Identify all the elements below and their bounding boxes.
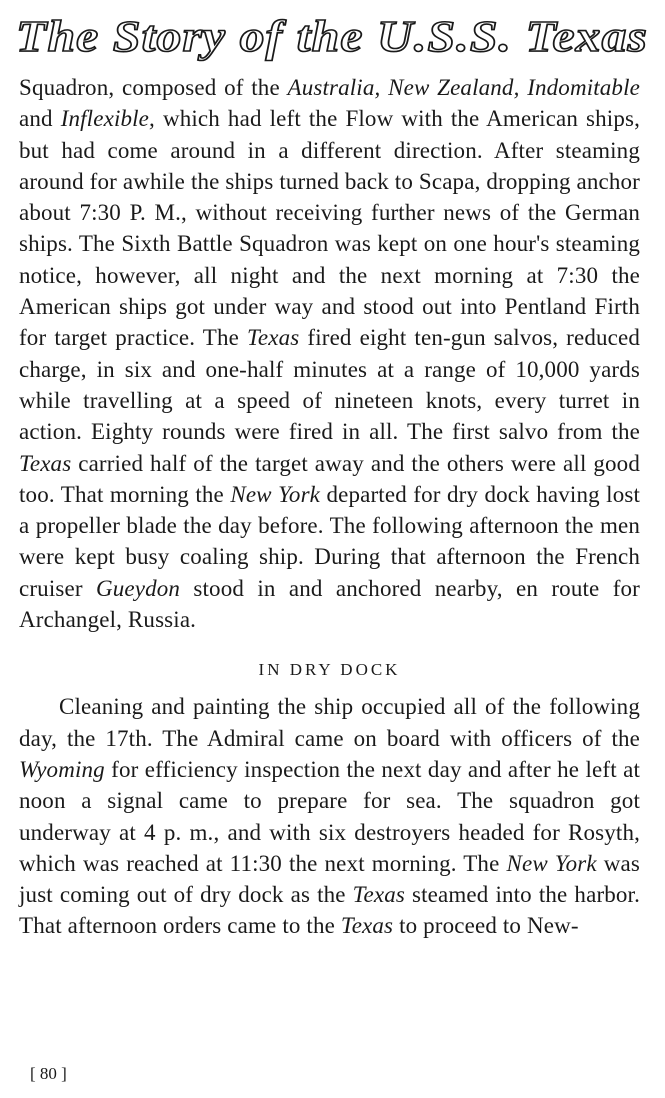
text-run: stood in and anchored nearby, en route for Archangel, Russia.: [19, 575, 640, 633]
body-text: [19, 72, 640, 942]
text-run: was just coming out of dry dock as the: [19, 850, 640, 908]
ship-name-new-york: New York: [230, 481, 321, 507]
paragraph-1: [19, 72, 640, 635]
section-heading: IN DRY DOCK: [258, 660, 401, 680]
ship-name-indomitable: Indomitable: [527, 75, 640, 100]
text-run: carried half of the target away and the others were all good too. That morning the: [19, 450, 640, 507]
ship-name-new-zealand: New Zealand,: [388, 75, 520, 100]
ship-name-inflexible: Inflexible,: [60, 106, 155, 132]
ship-name-texas: Texas: [352, 882, 405, 908]
text-run: departed for dry dock having lost a propeller blade the day before. The following afternoon the men were kept busy coaling ship. During that afternoon the French cruiser: [19, 481, 640, 601]
ship-name-texas: Texas: [19, 450, 72, 476]
page-number: [ 80 ]: [30, 1064, 67, 1083]
text-run: steamed into the harbor. That afternoon orders came to the: [19, 882, 640, 939]
ship-name-wyoming: Wyoming: [19, 756, 105, 782]
ship-name-texas: Texas: [247, 325, 300, 351]
ship-name-australia: Australia,: [287, 75, 381, 100]
text-run: and: [19, 106, 61, 132]
ship-name-texas: Texas: [340, 913, 394, 939]
text-run: fired eight ten-gun salvos, reduced charge, in six and one-half minutes at a range of 10,000 yards while travelling at a speed of nineteen knots, every turret in action. Eighty rounds were fired in all. The first salvo from the: [19, 325, 640, 445]
paragraph-2: [19, 691, 640, 941]
text-run: for efficiency inspection the next day and after he left at noon a signal came to prepare for sea. The squadron got underway at 4 p. m., and with six destroyers headed for Rosyth, which was reached at 11:30 the next morning. The: [19, 756, 640, 876]
ship-name-new-york: New York: [506, 850, 597, 876]
text-run: which had left the Flow with the American ships, but had come around in a different direction. After steaming around for awhile the ships turned back to Scapa, dropping anchor about 7:30 P. M., without receiving further news of the German ships. The Sixth Battle Squadron was kept on one hour's steaming notice, however, all night and the next morning at 7:30 the American ships got under way and stood out into Pentland Firth for target practice. The: [19, 106, 640, 351]
decorative-title-banner: [8, 8, 656, 64]
header-title: The Story of the U.S.S. Texas: [16, 12, 648, 61]
text-run: to proceed to New-: [393, 913, 579, 939]
ship-name-gueydon: Gueydon: [95, 575, 181, 601]
text-run: Squadron, composed of the: [19, 75, 288, 100]
text-run: Cleaning and painting the ship occupied all of the following day, the 17th. The Admiral came on board with officers of the: [19, 694, 640, 751]
text-run: [380, 75, 388, 100]
page-header: [8, 8, 656, 64]
